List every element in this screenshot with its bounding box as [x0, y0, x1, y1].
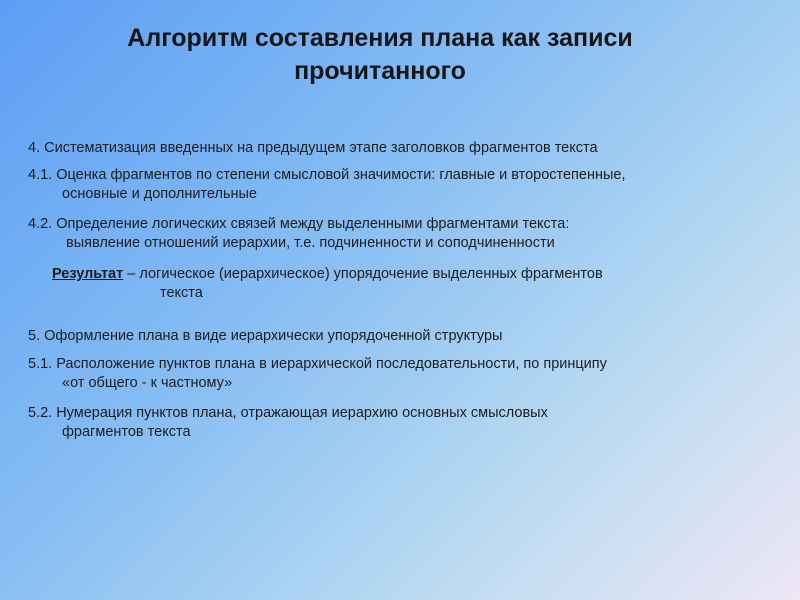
item-4-1-text: 4.1. Оценка фрагментов по степени смысловой значимости: главные и второстепенные, [28, 167, 626, 183]
item-4-text: 4. Систематизация введенных на предыдущем этапе заголовков фрагментов текста [28, 140, 598, 156]
result-label: Результат [52, 266, 124, 282]
item-5-text: 5. Оформление плана в виде иерархически упорядоченной структуры [28, 328, 503, 344]
item-4-1 [28, 166, 626, 204]
slide-title-line1: Алгоритм составления плана как записи [127, 24, 633, 52]
item-5-2 [28, 404, 548, 442]
result-block [52, 265, 603, 303]
item-5-1-text-cont: «от общего - к частному» [62, 375, 233, 391]
slide-title-line2: прочитанного [294, 57, 466, 85]
item-5-1 [28, 355, 607, 393]
item-5-2-text-cont: фрагментов текста [62, 424, 191, 440]
slide-title [60, 22, 700, 88]
item-4-2-text-cont: выявление отношений иерархии, т.е. подчиненности и соподчиненности [66, 235, 555, 251]
result-text-cont: текста [160, 285, 203, 301]
item-4-1-text-cont: основные и дополнительные [62, 186, 257, 202]
result-text: – логическое (иерархическое) упорядочение выделенных фрагментов [123, 266, 603, 282]
item-5 [28, 327, 502, 346]
item-4-2 [28, 215, 569, 253]
item-4 [28, 139, 598, 158]
item-4-2-text: 4.2. Определение логических связей между выделенными фрагментами текста: [28, 216, 570, 232]
item-5-1-text: 5.1. Расположение пунктов плана в иерархической последовательности, по принципу [28, 356, 607, 372]
item-5-2-text: 5.2. Нумерация пунктов плана, отражающая иерархию основных смысловых [28, 405, 548, 421]
